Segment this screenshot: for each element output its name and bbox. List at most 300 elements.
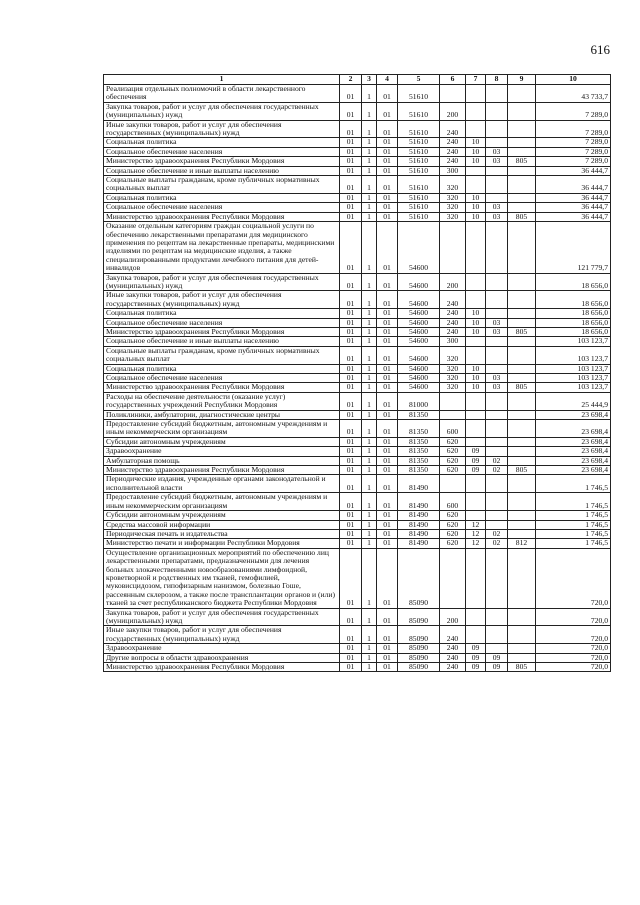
table-row [104,529,611,538]
code-cell: 01 [340,85,362,103]
row-name-cell: Социальное обеспечение и иные выплаты населению [104,337,340,346]
code-cell [466,626,486,644]
row-name-cell: Амбулаторная помощь [104,456,340,465]
code-cell [508,447,536,456]
row-name-cell: Социальное обеспечение и иные выплаты населению [104,166,340,175]
code-cell [508,138,536,147]
code-cell [508,420,536,438]
row-name-cell: Реализация отдельных полномочий в области лекарственного обеспечения [104,85,340,103]
code-cell: 805 [508,212,536,221]
table-row [104,203,611,212]
code-cell: 54600 [398,346,440,364]
code-cell: 01 [377,176,398,194]
code-cell: 600 [440,493,466,511]
code-cell: 03 [486,318,508,327]
row-name-cell: Министерство здравоохранения Республики Мордовия [104,663,340,672]
code-cell: 01 [340,420,362,438]
code-cell: 01 [377,346,398,364]
code-cell [508,309,536,318]
code-cell: 01 [377,291,398,309]
row-name-cell: Субсидии автономным учреждениям [104,511,340,520]
table-row [104,420,611,438]
code-cell [486,608,508,626]
table-row [104,364,611,373]
code-cell: 01 [377,475,398,493]
code-cell: 54600 [398,318,440,327]
code-cell: 01 [377,138,398,147]
code-cell: 01 [377,511,398,520]
code-cell: 51610 [398,203,440,212]
code-cell: 01 [340,392,362,410]
code-cell: 805 [508,466,536,475]
code-cell [508,529,536,538]
amount-cell: 36 444,7 [536,166,611,175]
code-cell [508,166,536,175]
table-row [104,447,611,456]
code-cell: 01 [377,102,398,120]
code-cell: 240 [440,318,466,327]
row-name-cell: Социальное обеспечение населения [104,203,340,212]
code-cell: 10 [466,193,486,202]
code-cell: 1 [362,410,377,419]
code-cell: 51610 [398,166,440,175]
header-cell: 8 [486,75,508,85]
table-row [104,222,611,273]
table-row [104,392,611,410]
code-cell: 81490 [398,529,440,538]
code-cell: 1 [362,383,377,392]
code-cell: 10 [466,309,486,318]
table-header-row [104,75,611,85]
code-cell: 01 [340,475,362,493]
table-row [104,383,611,392]
code-cell [508,520,536,529]
code-cell: 51610 [398,138,440,147]
page-number: 616 [590,42,610,57]
code-cell [466,392,486,410]
code-cell: 01 [340,539,362,548]
code-cell: 01 [340,529,362,538]
code-cell [486,548,508,608]
code-cell: 01 [340,548,362,608]
code-cell: 01 [377,327,398,336]
code-cell: 01 [340,291,362,309]
code-cell: 54600 [398,222,440,273]
code-cell: 320 [440,374,466,383]
code-cell: 51610 [398,176,440,194]
amount-cell: 720,0 [536,663,611,672]
code-cell: 03 [486,327,508,336]
code-cell: 01 [377,437,398,446]
row-name-cell: Министерство печати и информации Республики Мордовия [104,539,340,548]
code-cell: 1 [362,120,377,138]
header-cell: 6 [440,75,466,85]
amount-cell: 36 444,7 [536,193,611,202]
code-cell: 240 [440,147,466,156]
amount-cell: 1 746,5 [536,520,611,529]
code-cell [508,291,536,309]
code-cell [466,166,486,175]
row-name-cell: Периодические издания, учрежденные органами законодательной и исполнительной власти [104,475,340,493]
code-cell: 01 [377,447,398,456]
code-cell: 03 [486,212,508,221]
code-cell: 09 [466,653,486,662]
code-cell: 01 [340,346,362,364]
code-cell: 1 [362,520,377,529]
code-cell [508,147,536,156]
code-cell: 01 [340,157,362,166]
code-cell [466,102,486,120]
code-cell: 1 [362,626,377,644]
code-cell [508,511,536,520]
table-row [104,548,611,608]
amount-cell: 121 779,7 [536,222,611,273]
code-cell: 01 [340,147,362,156]
code-cell [508,548,536,608]
code-cell: 10 [466,383,486,392]
code-cell: 01 [377,493,398,511]
row-name-cell: Оказание отдельным категориям граждан социальной услуги по обеспечению лекарственными препаратами для медицинского применения по рецептам на лекарственные препараты, медицинскими изделиями по рецептам на медицинские изделия, а также специализированными продуктами лечебного питания для детей-инвалидов [104,222,340,273]
amount-cell: 103 123,7 [536,364,611,373]
amount-cell: 103 123,7 [536,346,611,364]
code-cell [466,420,486,438]
code-cell: 01 [377,212,398,221]
code-cell [440,85,466,103]
code-cell [486,520,508,529]
code-cell [508,273,536,291]
header-cell: 9 [508,75,536,85]
code-cell: 85090 [398,548,440,608]
row-name-cell: Расходы на обеспечение деятельности (оказание услуг) государственных учреждений Республики Мордовия [104,392,340,410]
code-cell: 01 [340,212,362,221]
amount-cell: 7 289,0 [536,138,611,147]
code-cell: 1 [362,608,377,626]
code-cell [486,410,508,419]
code-cell: 54600 [398,273,440,291]
code-cell [486,309,508,318]
code-cell: 81490 [398,539,440,548]
code-cell: 620 [440,520,466,529]
table-row [104,120,611,138]
header-cell: 10 [536,75,611,85]
code-cell: 10 [466,147,486,156]
header-cell: 7 [466,75,486,85]
code-cell: 01 [377,410,398,419]
code-cell: 02 [486,456,508,465]
code-cell: 01 [340,447,362,456]
code-cell [508,364,536,373]
code-cell: 54600 [398,309,440,318]
code-cell [508,346,536,364]
amount-cell: 7 289,0 [536,147,611,156]
code-cell [508,374,536,383]
row-name-cell: Осуществление организационных мероприятий по обеспечению лиц лекарственными препаратами, предназначенными для лечения больных злокачественными новообразованиями лимфоидной, кроветворной и родственных им тканей, гемофилией, муковисцидозом, гипофизарным нанизмом, болезнью Гоше, рассеянным склерозом, а также после трансплантации органов и (или) тканей за счет республиканского бюджета Республики Мордовия [104,548,340,608]
amount-cell: 720,0 [536,548,611,608]
code-cell: 01 [377,318,398,327]
code-cell [486,511,508,520]
code-cell: 01 [340,120,362,138]
row-name-cell: Периодическая печать и издательства [104,529,340,538]
code-cell: 51610 [398,147,440,156]
code-cell: 54600 [398,364,440,373]
row-name-cell: Закупка товаров, работ и услуг для обеспечения государственных (муниципальных) нужд [104,273,340,291]
code-cell: 54600 [398,291,440,309]
code-cell: 85090 [398,663,440,672]
code-cell: 01 [340,309,362,318]
code-cell: 620 [440,511,466,520]
code-cell [508,193,536,202]
code-cell: 01 [340,203,362,212]
code-cell: 51610 [398,193,440,202]
code-cell: 03 [486,374,508,383]
code-cell: 85090 [398,653,440,662]
code-cell: 01 [340,337,362,346]
code-cell: 1 [362,193,377,202]
code-cell: 1 [362,437,377,446]
table-row [104,539,611,548]
row-name-cell: Субсидии автономным учреждениям [104,437,340,446]
code-cell: 300 [440,337,466,346]
table-row [104,608,611,626]
code-cell: 02 [486,466,508,475]
row-name-cell: Здравоохранение [104,447,340,456]
code-cell: 01 [377,626,398,644]
row-name-cell: Социальное обеспечение населения [104,374,340,383]
code-cell: 01 [377,539,398,548]
code-cell: 240 [440,291,466,309]
code-cell [508,318,536,327]
code-cell: 320 [440,383,466,392]
code-cell: 1 [362,466,377,475]
code-cell [508,85,536,103]
code-cell [486,120,508,138]
code-cell: 805 [508,663,536,672]
code-cell: 1 [362,309,377,318]
code-cell: 09 [466,447,486,456]
amount-cell: 1 746,5 [536,539,611,548]
code-cell: 09 [486,663,508,672]
code-cell: 1 [362,364,377,373]
code-cell: 1 [362,222,377,273]
code-cell [508,644,536,653]
code-cell: 1 [362,511,377,520]
code-cell [440,548,466,608]
code-cell: 600 [440,420,466,438]
code-cell: 200 [440,102,466,120]
code-cell: 240 [440,327,466,336]
code-cell: 01 [377,166,398,175]
code-cell [486,346,508,364]
code-cell: 09 [466,466,486,475]
code-cell: 81350 [398,437,440,446]
code-cell [486,291,508,309]
amount-cell: 720,0 [536,653,611,662]
code-cell: 01 [377,653,398,662]
code-cell [508,475,536,493]
code-cell: 1 [362,327,377,336]
row-name-cell: Предоставление субсидий бюджетным, автономным учреждениям и иным некоммерческим организациям [104,420,340,438]
row-name-cell: Предоставление субсидий бюджетным, автономным учреждениям и иным некоммерческим организациям [104,493,340,511]
code-cell: 1 [362,456,377,465]
code-cell [508,120,536,138]
code-cell [486,102,508,120]
code-cell: 812 [508,539,536,548]
code-cell: 320 [440,364,466,373]
table-row [104,346,611,364]
code-cell: 1 [362,374,377,383]
code-cell: 200 [440,273,466,291]
amount-cell: 1 746,5 [536,493,611,511]
code-cell: 240 [440,157,466,166]
code-cell: 240 [440,653,466,662]
table-row [104,644,611,653]
code-cell: 240 [440,644,466,653]
code-cell: 805 [508,327,536,336]
table-row [104,466,611,475]
code-cell: 200 [440,608,466,626]
row-name-cell: Социальная политика [104,364,340,373]
code-cell [486,447,508,456]
code-cell: 01 [340,520,362,529]
code-cell: 10 [466,138,486,147]
code-cell: 1 [362,644,377,653]
code-cell [486,364,508,373]
amount-cell: 720,0 [536,608,611,626]
table-row [104,663,611,672]
code-cell: 1 [362,420,377,438]
code-cell [466,608,486,626]
row-name-cell: Социальные выплаты гражданам, кроме публичных нормативных социальных выплат [104,176,340,194]
code-cell: 54600 [398,327,440,336]
code-cell [486,193,508,202]
amount-cell: 1 746,5 [536,529,611,538]
code-cell: 01 [377,157,398,166]
row-name-cell: Социальное обеспечение населения [104,147,340,156]
amount-cell: 1 746,5 [536,511,611,520]
amount-cell: 23 698,4 [536,456,611,465]
code-cell: 01 [377,466,398,475]
code-cell: 01 [377,85,398,103]
header-cell: 4 [377,75,398,85]
row-name-cell: Закупка товаров, работ и услуг для обеспечения государственных (муниципальных) нужд [104,608,340,626]
code-cell: 805 [508,383,536,392]
row-name-cell: Здравоохранение [104,644,340,653]
amount-cell: 43 733,7 [536,85,611,103]
table-row [104,212,611,221]
code-cell: 03 [486,147,508,156]
row-name-cell: Министерство здравоохранения Республики Мордовия [104,212,340,221]
code-cell: 1 [362,138,377,147]
table-row [104,273,611,291]
code-cell [508,337,536,346]
amount-cell: 103 123,7 [536,383,611,392]
table-row [104,176,611,194]
code-cell: 01 [340,273,362,291]
code-cell: 01 [340,437,362,446]
row-name-cell: Социальные выплаты гражданам, кроме публичных нормативных социальных выплат [104,346,340,364]
code-cell [508,203,536,212]
code-cell [508,653,536,662]
code-cell [486,475,508,493]
code-cell: 1 [362,548,377,608]
code-cell: 81350 [398,466,440,475]
code-cell: 03 [486,203,508,212]
code-cell: 240 [440,626,466,644]
code-cell [466,548,486,608]
amount-cell: 18 656,0 [536,327,611,336]
row-name-cell: Социальная политика [104,193,340,202]
code-cell: 1 [362,318,377,327]
code-cell: 51610 [398,157,440,166]
code-cell: 01 [340,383,362,392]
code-cell: 240 [440,309,466,318]
code-cell: 01 [340,626,362,644]
code-cell: 300 [440,166,466,175]
code-cell: 09 [466,663,486,672]
code-cell: 81000 [398,392,440,410]
row-name-cell: Министерство здравоохранения Республики Мордовия [104,383,340,392]
code-cell: 1 [362,663,377,672]
code-cell: 1 [362,291,377,309]
code-cell: 54600 [398,337,440,346]
amount-cell: 23 698,4 [536,437,611,446]
amount-cell: 720,0 [536,626,611,644]
code-cell: 01 [377,520,398,529]
code-cell [466,291,486,309]
amount-cell: 23 698,4 [536,420,611,438]
code-cell: 81350 [398,420,440,438]
table-row [104,437,611,446]
code-cell: 01 [340,102,362,120]
amount-cell: 36 444,7 [536,203,611,212]
table-row [104,166,611,175]
amount-cell: 7 289,0 [536,157,611,166]
code-cell [508,608,536,626]
code-cell: 01 [377,222,398,273]
table-row [104,374,611,383]
code-cell [508,176,536,194]
code-cell [486,493,508,511]
code-cell: 03 [486,157,508,166]
code-cell [466,222,486,273]
amount-cell: 1 746,5 [536,475,611,493]
code-cell: 09 [466,456,486,465]
code-cell [466,346,486,364]
code-cell [508,102,536,120]
table-row [104,291,611,309]
code-cell: 01 [340,193,362,202]
code-cell [466,493,486,511]
header-cell: 2 [340,75,362,85]
table-row [104,309,611,318]
code-cell: 240 [440,120,466,138]
code-cell: 10 [466,318,486,327]
code-cell: 51610 [398,102,440,120]
code-cell: 320 [440,346,466,364]
table-row [104,520,611,529]
table-row [104,138,611,147]
code-cell [466,437,486,446]
amount-cell: 25 444,9 [536,392,611,410]
table-row [104,456,611,465]
table-row [104,193,611,202]
code-cell: 01 [340,511,362,520]
code-cell [486,176,508,194]
code-cell [486,420,508,438]
code-cell: 1 [362,447,377,456]
code-cell: 01 [340,608,362,626]
code-cell [486,273,508,291]
